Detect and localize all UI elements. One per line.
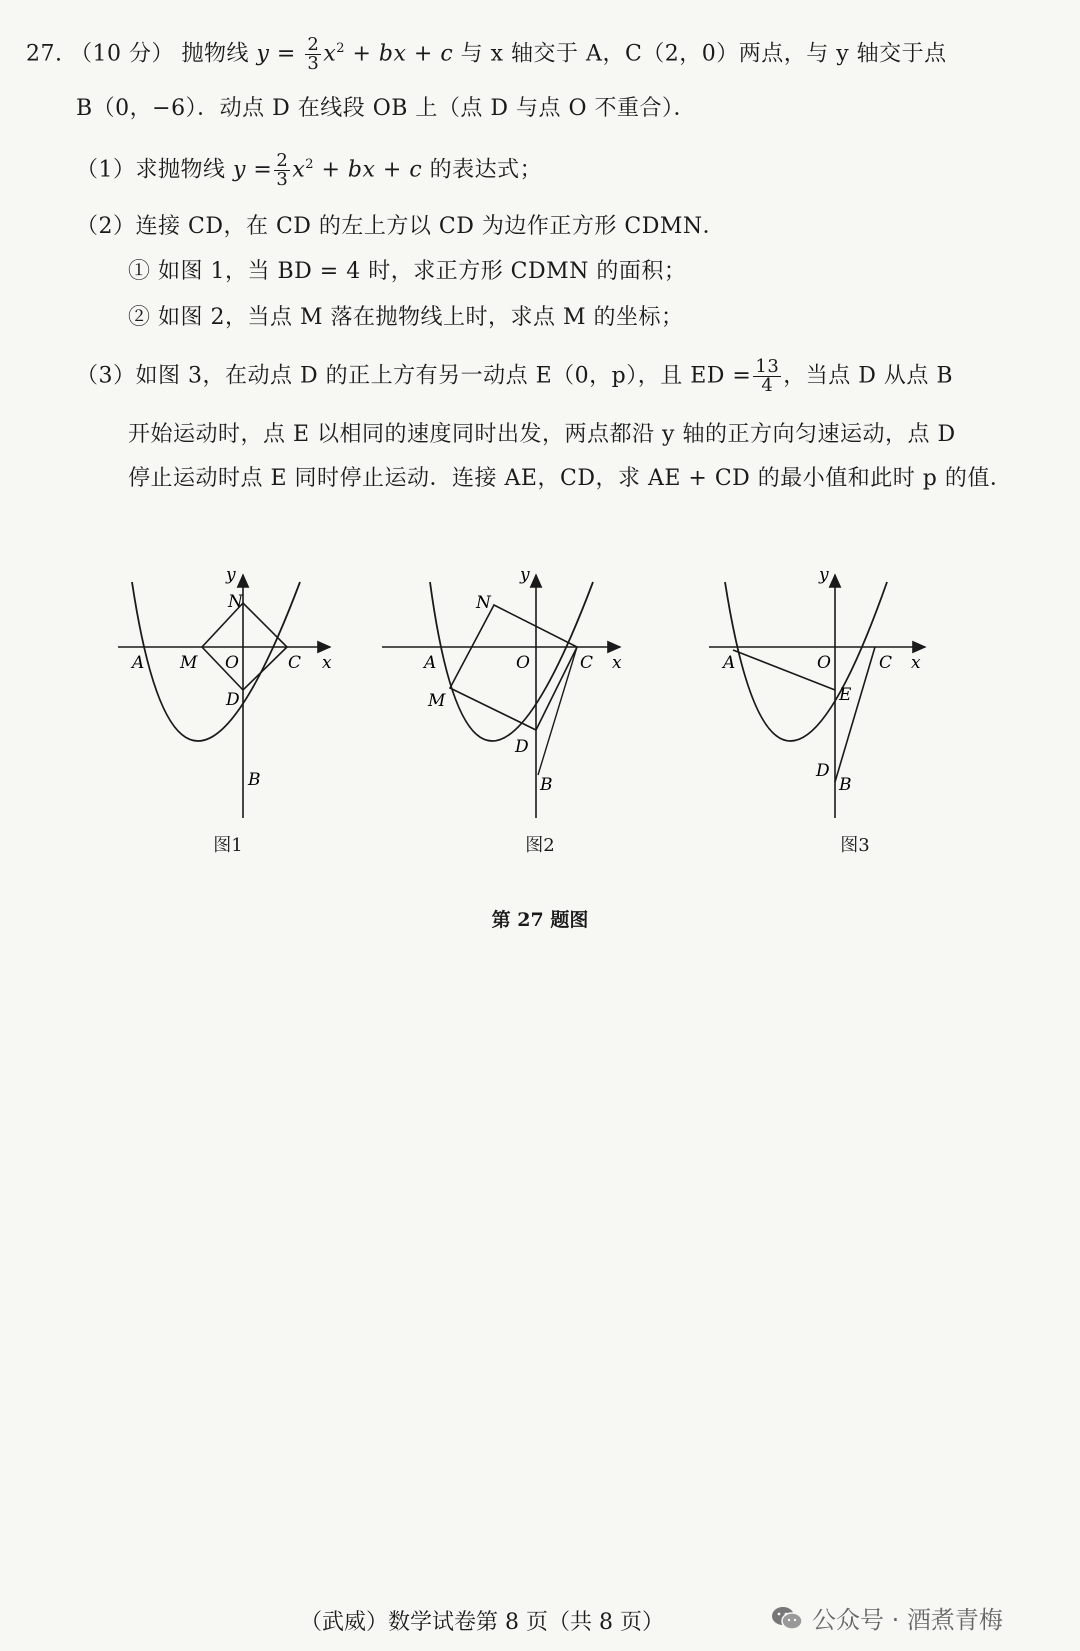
question-line-1: 27. （10 分） 抛物线 y = $\frac{2}{3}$ $x^2$ + bx + c 与 x 轴交于 A，C（2，0）两点，与 y 轴交于点 — [26, 33, 947, 74]
figure-3 — [705, 570, 935, 830]
page-footer: （武威）数学试卷第 8 页（共 8 页） — [300, 1610, 664, 1635]
label-N: N — [228, 592, 243, 612]
caption-figure-2: 图2 — [525, 835, 555, 856]
label-y: y — [226, 570, 236, 585]
question-number: 27. — [26, 41, 63, 67]
label-C: C — [580, 653, 594, 673]
label-x: x — [322, 653, 332, 673]
figure-group-caption: 第 27 题图 — [491, 909, 589, 931]
watermark — [770, 1600, 1003, 1635]
label-A: A — [424, 653, 437, 673]
caption-figure-3: 图3 — [840, 835, 870, 856]
label-O: O — [516, 653, 530, 673]
label-E: E — [839, 685, 852, 705]
part-2-1: ① 如图 1，当 BD = 4 时，求正方形 CDMN 的面积； — [128, 259, 687, 284]
label-x: x — [911, 653, 921, 673]
part-3-line-2: 开始运动时，点 E 以相同的速度同时出发，两点都沿 y 轴的正方向匀速运动，点 D — [128, 422, 956, 447]
label-N: N — [476, 593, 491, 613]
figures-group — [0, 570, 1080, 900]
question-score: （10 分） — [70, 41, 174, 67]
y-equals: y = — [256, 41, 296, 67]
wechat-icon — [770, 1605, 804, 1631]
label-y: y — [819, 570, 829, 585]
parabola — [725, 582, 887, 741]
label-x: x — [612, 653, 622, 673]
figure-1 — [110, 570, 350, 830]
poly-x: x — [323, 41, 337, 67]
label-O: O — [225, 653, 239, 673]
watermark-text: 公众号 · 酒煮青梅 — [812, 1606, 1003, 1634]
label-C: C — [879, 653, 893, 673]
caption-figure-1: 图1 — [213, 835, 243, 856]
label-B: B — [839, 775, 852, 795]
question-line-2: B（0，−6）．动点 D 在线段 OB 上（点 D 与点 O 不重合）． — [76, 96, 697, 121]
figure-2 — [378, 570, 628, 830]
label-O: O — [817, 653, 831, 673]
segment-cd — [835, 647, 875, 782]
fraction-two-thirds-p1: $\frac{2}{3}$ — [276, 149, 289, 190]
label-B: B — [540, 775, 553, 795]
fraction-two-thirds: $\frac{2}{3}$ — [307, 33, 320, 74]
label-A: A — [132, 653, 145, 673]
label-C: C — [288, 653, 302, 673]
label-D: D — [226, 690, 240, 710]
label-B: B — [248, 770, 261, 790]
label-D: D — [515, 737, 529, 757]
part-2-2: ② 如图 2，当点 M 落在抛物线上时，求点 M 的坐标； — [128, 305, 684, 330]
part-3-line-3: 停止运动时点 E 同时停止运动．连接 AE，CD，求 AE + CD 的最小值和此时 p 的值． — [128, 466, 1013, 491]
label-A: A — [723, 653, 736, 673]
label-M: M — [428, 691, 446, 711]
intro-text-b: 与 x 轴交于 A，C（2，0）两点，与 y 轴交于点 — [453, 41, 947, 67]
poly-rest: + bx + c — [345, 41, 454, 67]
part-3: （3）如图 3，在动点 D 的正上方有另一动点 E（0，p），且 ED = $\frac{13}{4}$ ，当点 D 从点 B — [76, 356, 954, 396]
part-1: （1）求抛物线 y = $\frac{2}{3}$ $x^2$ + bx + c 的表达式； — [76, 149, 543, 190]
part-2: （2）连接 CD，在 CD 的左上方以 CD 为边作正方形 CDMN． — [76, 214, 726, 239]
fraction-13-4: $\frac{13}{4}$ — [755, 356, 780, 396]
label-y: y — [520, 570, 530, 585]
label-D: D — [816, 761, 830, 781]
intro-text: 抛物线 — [181, 41, 257, 67]
label-M: M — [180, 653, 198, 673]
